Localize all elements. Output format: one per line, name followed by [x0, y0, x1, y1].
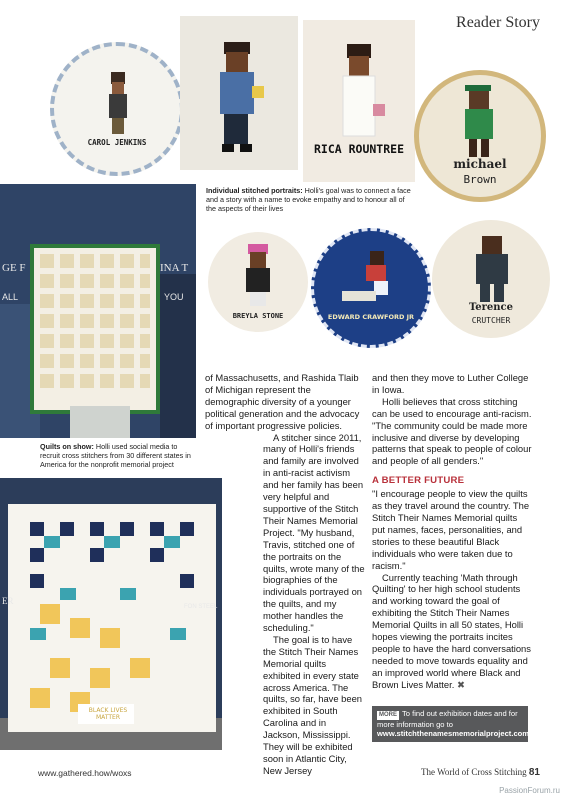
- caption-lead: Quilts on show:: [40, 442, 94, 451]
- more-url-link[interactable]: www.stitchthenamesmemorialproject.com: [377, 729, 530, 739]
- portraits-caption: [203, 184, 419, 215]
- quilt-on-wall-image: [0, 184, 196, 438]
- poster-text: GE F: [2, 262, 26, 274]
- caption-text: Holli's goal was to connect a face and a story with a name to evoke empathy and to honour all of the aspects of their lives: [206, 186, 411, 213]
- subheading: A BETTER FUTURE: [372, 475, 465, 487]
- article-paragraph-text: Currently teaching 'Math through Quilting' to her high school students and working toward the goal of exhibiting the Stitch Their Names Memorial Quilts in all 50 states, Holli hopes viewing the portraits incites people to have the hard conversations needed to move towards equality and an improved world where Black and Brown Lives Matter.: [372, 571, 531, 690]
- article-paragraph: The goal is to have the Stitch Their Names Memorial quilts exhibited in every state across America. The quilts, so far, have been exhibited in South Carolina and in Jackson, Mississippi. They will be exhibited soon in Atlantic City, New Jersey: [263, 633, 363, 776]
- portrait-square-1: [180, 16, 298, 170]
- article-paragraph: "I encourage people to view the quilts as they travel around the country. The Stitch Their Names Memorial quilts put names, faces, personalities, and stories to these beautiful Black individuals who were taken due to racism.": [372, 488, 530, 571]
- quilt-photo-outdoor: [0, 478, 222, 750]
- section-title: Reader Story: [456, 14, 540, 31]
- portrait-name-label: Terence: [468, 302, 513, 313]
- end-mark-icon: ✖: [456, 678, 465, 690]
- poster-text: YOU: [164, 292, 184, 302]
- page-number: 81: [528, 767, 540, 778]
- watermark: PassionForum.ru: [499, 786, 560, 795]
- portrait-name-label: CRUTCHER: [471, 316, 511, 325]
- poster-text: ALL: [2, 292, 19, 302]
- portrait-rica-rountree: [303, 20, 415, 182]
- cross-stitch-figure: [303, 20, 415, 182]
- portrait-terence-crutcher: [432, 220, 550, 338]
- article-paragraph: A stitcher since 2011, many of Holli's friends and family are involved in anti-racist activism and her family has been very helpful and supportive of the Stitch Their Names Memorial Project. "My husband, Travis, stitched one of the portraits on the quilts, wrote many of the biographies of the individuals portrayed on the quilts, and my mother handles the scheduling.": [263, 431, 365, 634]
- quilts-caption: [37, 440, 195, 471]
- magazine-title: The World of Cross Stitching: [421, 767, 527, 777]
- footer-magazine: [421, 767, 540, 778]
- portrait-edward-crawford: [311, 228, 431, 348]
- portrait-name-label: EDWARD CRAWFORD JR: [327, 313, 415, 321]
- portrait-name-label: BREYLA STONE: [232, 312, 284, 320]
- portrait-name-label: michael: [453, 157, 507, 171]
- article-paragraph: and then they move to Luther College in Iowa.: [372, 372, 529, 395]
- more-text: To find out exhibition dates and for more information go to: [377, 709, 518, 730]
- quilt-photo-wall: [0, 184, 196, 438]
- article-paragraph: of Massachusetts, and Rashida Tlaib of Michigan represent the demographic diversity of a younger political generation and the advocacy of important progressive policies.: [205, 372, 360, 431]
- article-column-1: [205, 372, 365, 777]
- more-info-box: [372, 706, 528, 742]
- cross-stitch-figure: [180, 16, 298, 170]
- article-paragraph: [372, 572, 532, 691]
- poster-text: INA T: [160, 262, 189, 274]
- cross-stitch-figure: [314, 231, 428, 345]
- portrait-name-label: Brown: [463, 173, 497, 186]
- poster-text: FON STEEL: [184, 604, 218, 610]
- cross-stitch-figure: [54, 46, 180, 172]
- article-paragraph: Holli believes that cross stitching can be used to encourage anti-racism. "The community could be made more inclusive and diverse by developing patterns that speak to people of colour and people of all genders.": [372, 395, 532, 467]
- portrait-michael-brown: [414, 70, 546, 202]
- quilt-label: BLACK LIVES MATTER: [88, 707, 128, 721]
- poster-text: ER: [2, 596, 14, 606]
- portrait-breyla-stone: [208, 232, 308, 332]
- article-column-2: [372, 372, 532, 691]
- portrait-name-label: CAROL JENKINS: [87, 138, 147, 147]
- footer-website[interactable]: www.gathered.how/woxs: [38, 768, 132, 778]
- more-tag: MORE: [377, 711, 399, 720]
- portrait-carol-jenkins: [50, 42, 184, 176]
- portrait-name-label: RICA ROUNTREE: [313, 142, 404, 156]
- caption-lead: Individual stitched portraits:: [206, 186, 303, 195]
- caption-text: Holli used social media to recruit cross stitchers from 30 different states in America for the nonprofit memorial project: [40, 442, 191, 469]
